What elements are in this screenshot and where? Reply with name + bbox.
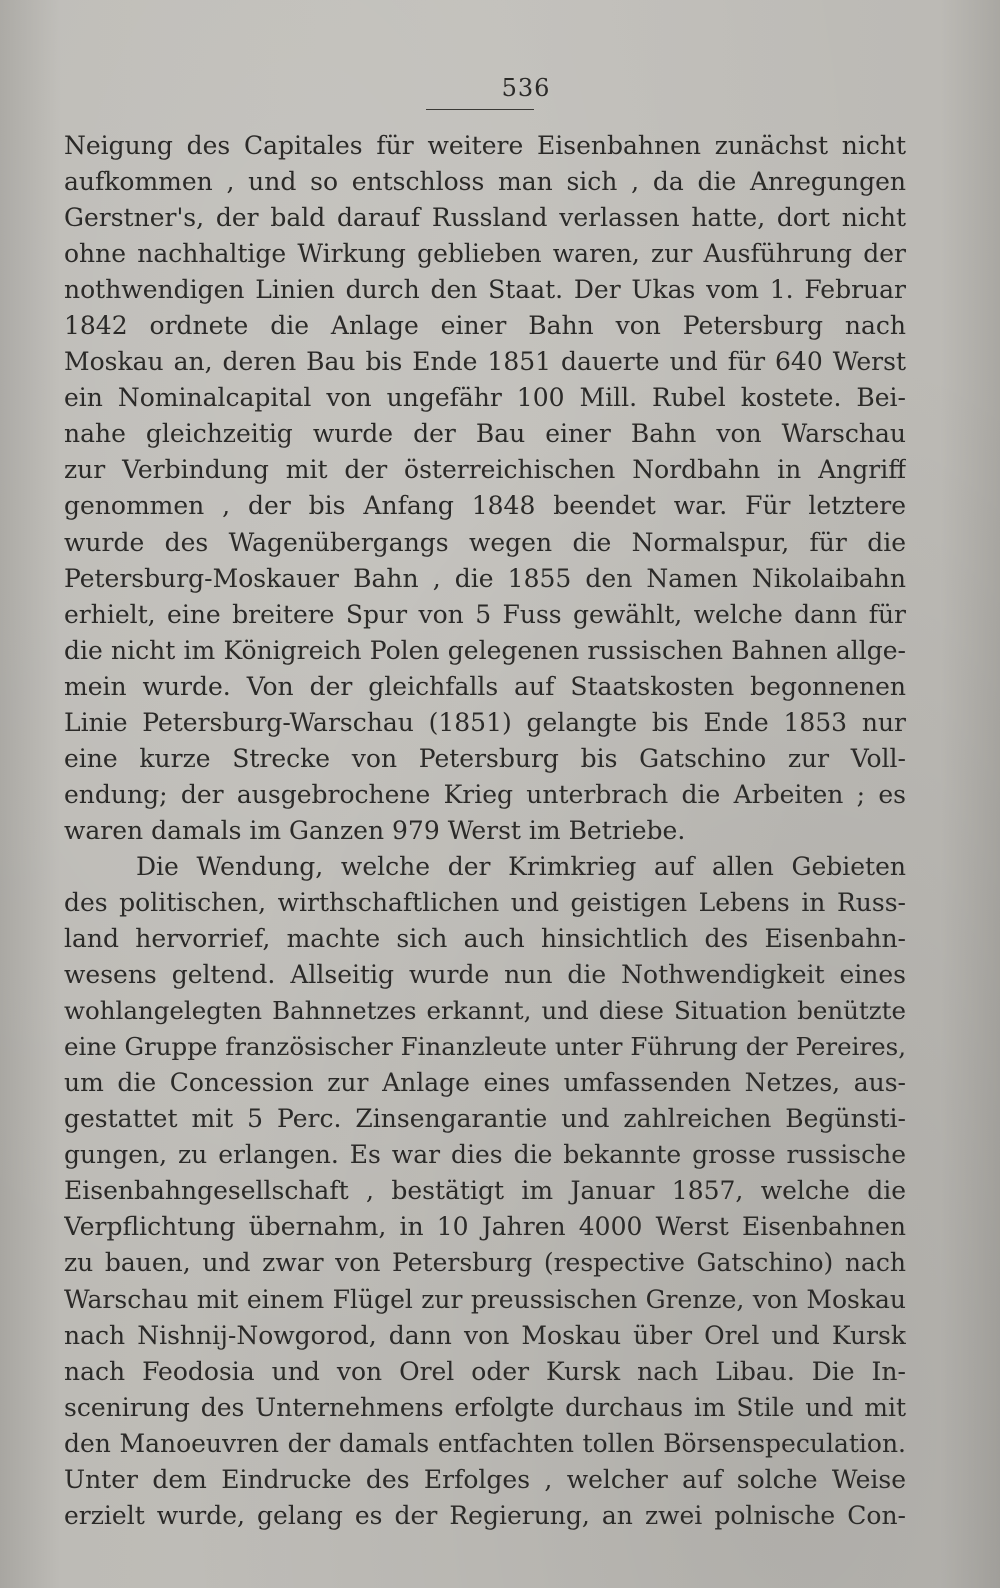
text-line: des politischen, wirthschaftlichen und geistigen Lebens in Russ-: [64, 887, 906, 917]
paragraph-end-line: waren damals im Ganzen 979 Werst im Betriebe.: [64, 815, 686, 845]
text-line: Petersburg-Moskauer Bahn , die 1855 den Namen Nikolaibahn: [64, 563, 906, 593]
text-line: mein wurde. Von der gleichfalls auf Staatskosten begonnenen: [64, 671, 906, 701]
text-line: nach Feodosia und von Orel oder Kursk nach Libau. Die In-: [64, 1356, 906, 1386]
text-line: eine kurze Strecke von Petersburg bis Gatschino zur Voll-: [64, 743, 906, 773]
text-line: ein Nominalcapital von ungefähr 100 Mill. Rubel kostete. Bei-: [64, 383, 906, 413]
text-line: genommen , der bis Anfang 1848 beendet war. Für letztere: [64, 491, 906, 521]
text-line: Gerstner's, der bald darauf Russland verlassen hatte, dort nicht: [64, 203, 906, 233]
text-line: wohlangelegten Bahnnetzes erkannt, und diese Situation benützte: [64, 996, 906, 1026]
text-line: den Manoeuvren der damals entfachten tollen Börsenspeculation.: [64, 1428, 906, 1458]
text-line: erzielt wurde, gelang es der Regierung, an zwei polnische Con-: [64, 1500, 906, 1530]
text-line: Linie Petersburg-Warschau (1851) gelangte bis Ende 1853 nur: [64, 707, 906, 737]
text-line: land hervorrief, machte sich auch hinsichtlich des Eisenbahn-: [64, 924, 906, 954]
text-line: zur Verbindung mit der österreichischen Nordbahn in Angriff: [64, 455, 906, 485]
text-line: Verpflichtung übernahm, in 10 Jahren 4000 Werst Eisenbahnen: [64, 1212, 906, 1242]
text-line: aufkommen , und so entschloss man sich , da die Anregungen: [64, 167, 906, 197]
text-line: nahe gleichzeitig wurde der Bau einer Bahn von Warschau: [64, 419, 906, 449]
text-line: zu bauen, und zwar von Petersburg (respective Gatschino) nach: [64, 1248, 906, 1278]
text-line: Eisenbahngesellschaft , bestätigt im Januar 1857, welche die: [64, 1176, 906, 1206]
text-line: endung; der ausgebrochene Krieg unterbrach die Arbeiten ; es: [64, 779, 906, 809]
text-line: nach Nishnij-Nowgorod, dann von Moskau über Orel und Kursk: [64, 1320, 906, 1350]
text-line: erhielt, eine breitere Spur von 5 Fuss gewählt, welche dann für: [64, 599, 906, 629]
text-line: wurde des Wagenübergangs wegen die Normalspur, für die: [64, 527, 906, 557]
text-line: gungen, zu erlangen. Es war dies die bekannte grosse russische: [64, 1140, 906, 1170]
body-text: [64, 128, 906, 1534]
text-line: Moskau an, deren Bau bis Ende 1851 dauerte und für 640 Werst: [64, 347, 906, 377]
text-line: ohne nachhaltige Wirkung geblieben waren, zur Ausführung der: [64, 239, 906, 269]
page-number-text: 536: [501, 74, 551, 102]
header-rule: [426, 109, 534, 110]
text-line: wesens geltend. Allseitig wurde nun die Nothwendigkeit eines: [64, 960, 906, 990]
text-line: eine Gruppe französischer Finanzleute unter Führung der Pereires,: [64, 1032, 906, 1062]
text-line: die nicht im Königreich Polen gelegenen russischen Bahnen allge-: [64, 635, 906, 665]
text-line: Unter dem Eindrucke des Erfolges , welcher auf solche Weise: [64, 1464, 906, 1494]
text-line: Neigung des Capitales für weitere Eisenbahnen zunächst nicht: [64, 131, 906, 160]
text-line: scenirung des Unternehmens erfolgte durchaus im Stile und mit: [64, 1392, 906, 1422]
page-number: [0, 74, 1000, 102]
text-line: Warschau mit einem Flügel zur preussischen Grenze, von Moskau: [64, 1284, 906, 1314]
paragraph-start-line: Die Wendung, welche der Krimkrieg auf allen Gebieten: [136, 851, 906, 881]
text-line: gestattet mit 5 Perc. Zinsengarantie und zahlreichen Begünsti-: [64, 1104, 906, 1134]
text-line: nothwendigen Linien durch den Staat. Der Ukas vom 1. Februar: [64, 275, 906, 305]
text-line: 1842 ordnete die Anlage einer Bahn von Petersburg nach: [64, 311, 906, 341]
text-line: um die Concession zur Anlage eines umfassenden Netzes, aus-: [64, 1068, 906, 1098]
